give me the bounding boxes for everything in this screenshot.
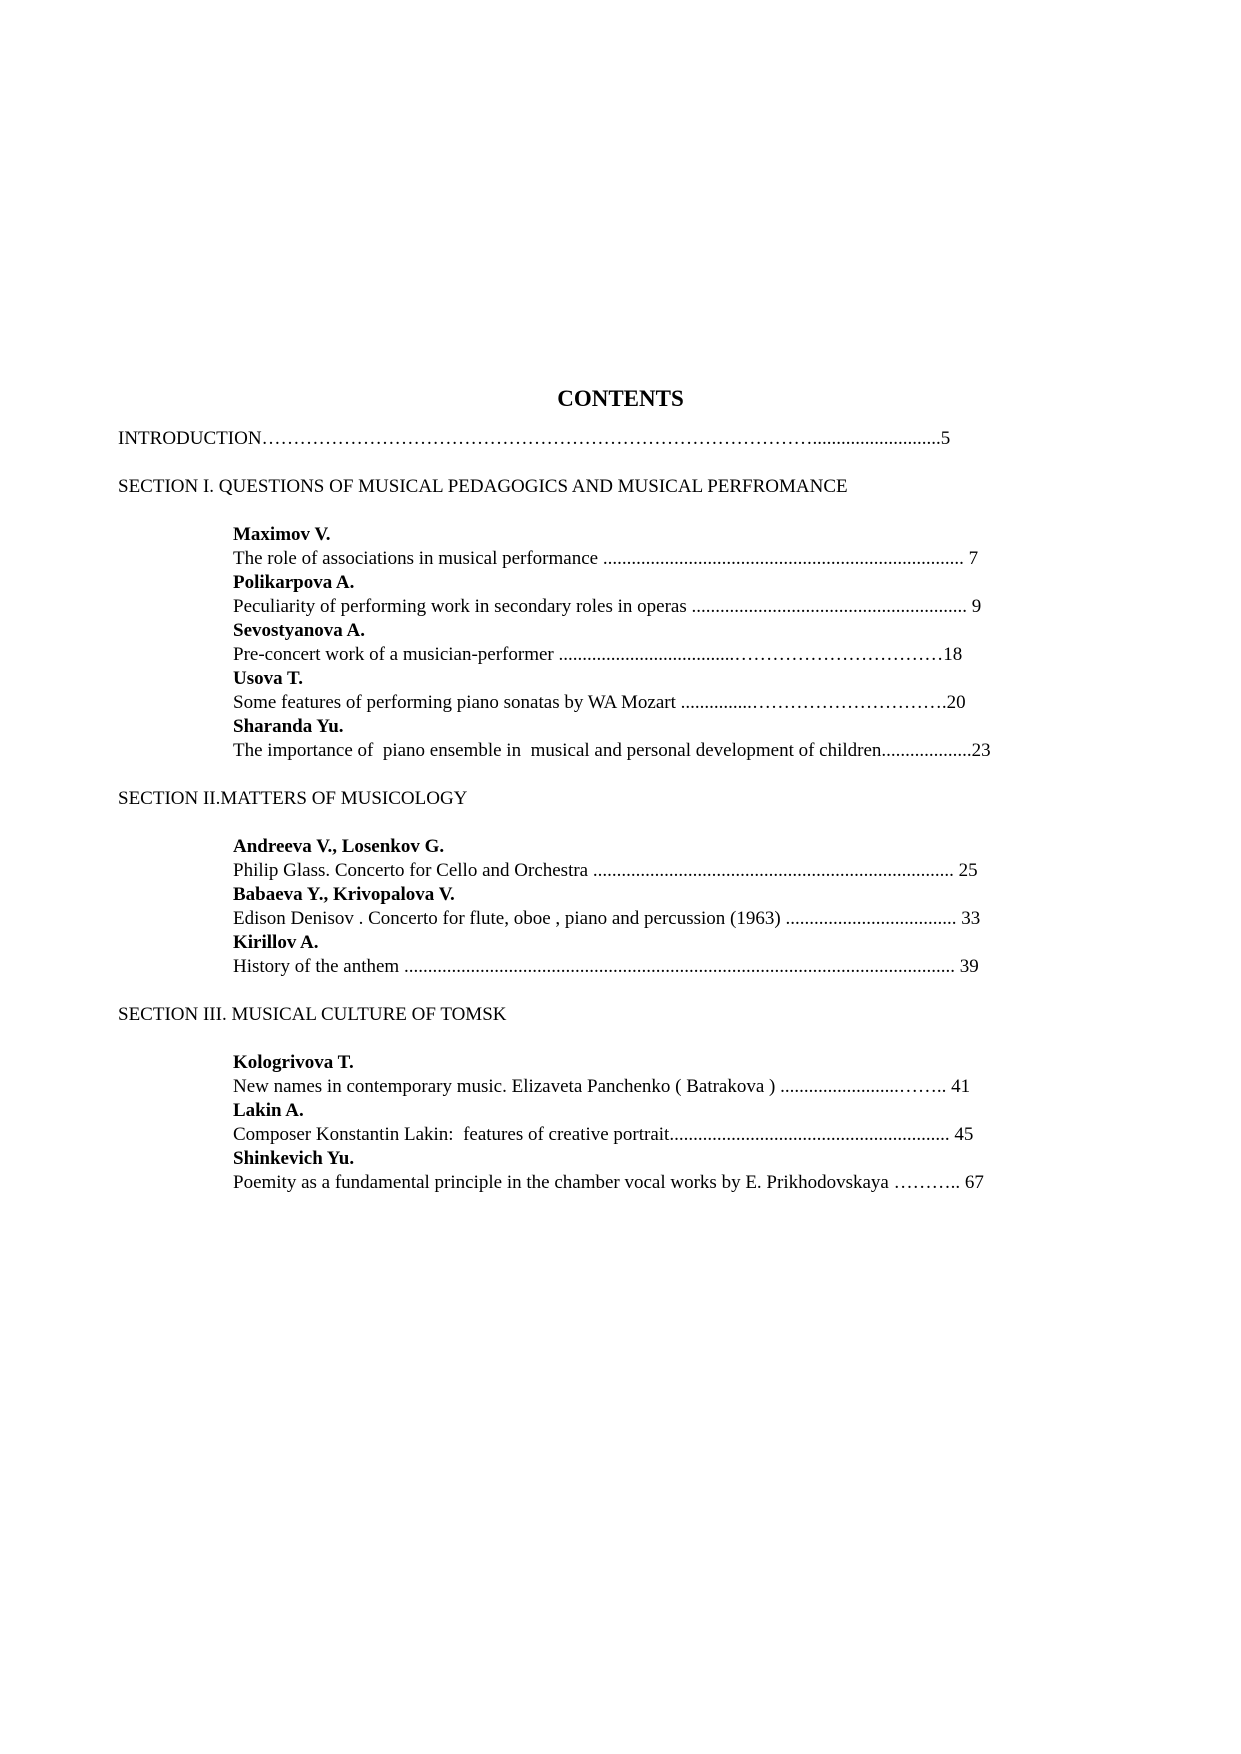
toc-entry[interactable]: Some features of performing piano sonatas by WA Mozart ...............………………………….20 bbox=[233, 692, 966, 713]
section-heading-1[interactable]: SECTION I. QUESTIONS OF MUSICAL PEDAGOGICS AND MUSICAL PERFROMANCE bbox=[118, 476, 848, 497]
toc-entry[interactable]: Pre-concert work of a musician-performer .....................................……………………………18 bbox=[233, 644, 963, 665]
toc-author: Sevostyanova A. bbox=[233, 620, 365, 641]
toc-entry[interactable]: New names in contemporary music. Elizaveta Panchenko ( Batrakova ) .........................…….. 41 bbox=[233, 1076, 971, 1097]
toc-author: Kirillov A. bbox=[233, 932, 319, 953]
toc-entry[interactable]: History of the anthem .................................................................................................................... 39 bbox=[233, 956, 979, 977]
toc-author: Maximov V. bbox=[233, 524, 331, 545]
toc-entry[interactable]: The role of associations in musical performance ............................................................................ 7 bbox=[233, 548, 979, 569]
toc-entry[interactable]: Peculiarity of performing work in secondary roles in operas .......................................................... 9 bbox=[233, 596, 982, 617]
toc-author: Usova T. bbox=[233, 668, 304, 689]
toc-author: Babaeva Y., Krivopalova V. bbox=[233, 884, 455, 905]
toc-author: Andreeva V., Losenkov G. bbox=[233, 836, 445, 857]
toc-author: Sharanda Yu. bbox=[233, 716, 344, 737]
toc-author: Lakin A. bbox=[233, 1100, 304, 1121]
toc-entry[interactable]: Composer Konstantin Lakin: features of creative portrait........................................................... 45 bbox=[233, 1124, 974, 1145]
section-heading-2[interactable]: SECTION II.MATTERS OF MUSICOLOGY bbox=[118, 788, 468, 809]
toc-entry[interactable]: The importance of piano ensemble in musical and personal development of children...................23 bbox=[233, 740, 991, 761]
toc-entry[interactable]: Philip Glass. Concerto for Cello and Orchestra ............................................................................ 25 bbox=[233, 860, 978, 881]
toc-author: Kologrivova T. bbox=[233, 1052, 354, 1073]
toc-author: Shinkevich Yu. bbox=[233, 1148, 355, 1169]
toc-introduction[interactable]: INTRODUCTION……………………………………………………………………………...........................5 bbox=[118, 428, 951, 449]
page-title: CONTENTS bbox=[557, 386, 684, 411]
toc-entry[interactable]: Edison Denisov . Concerto for flute, oboe , piano and percussion (1963) .................................... 33 bbox=[233, 908, 981, 929]
toc-entry[interactable]: Poemity as a fundamental principle in the chamber vocal works by E. Prikhodovskaya ……….. 67 bbox=[233, 1172, 984, 1193]
toc-author: Polikarpova A. bbox=[233, 572, 355, 593]
section-heading-3[interactable]: SECTION III. MUSICAL CULTURE OF TOMSK bbox=[118, 1004, 507, 1025]
